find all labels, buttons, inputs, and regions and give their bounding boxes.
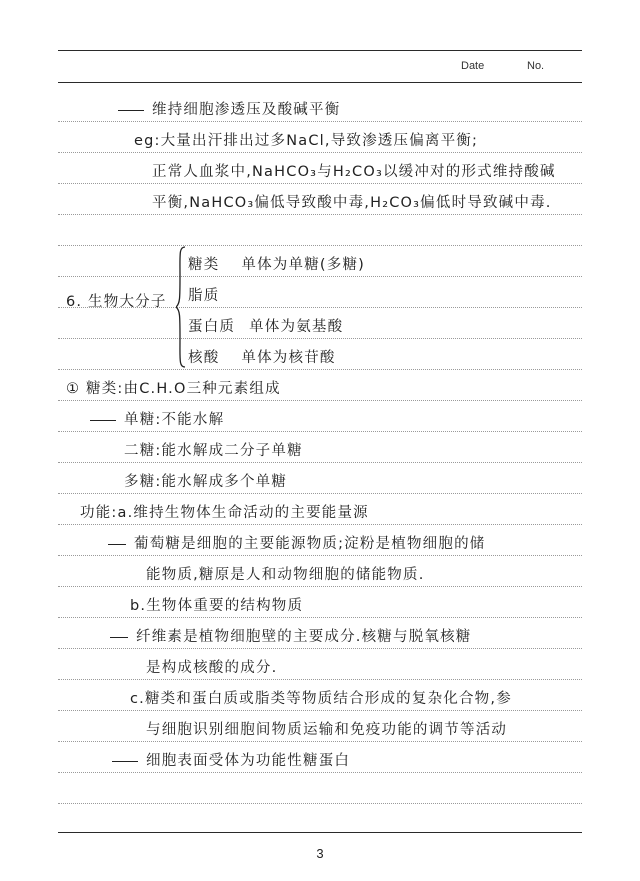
macro-item-sugar: 糖类 单体为单糖(多糖) xyxy=(188,257,366,273)
ruled-line xyxy=(58,710,582,711)
ruled-line xyxy=(58,183,582,184)
ruled-line xyxy=(58,648,582,649)
header-rule xyxy=(58,82,582,83)
note-line-4: 平衡,NaHCO₃偏低导致酸中毒,H₂CO₃偏低时导致碱中毒. xyxy=(152,195,552,211)
no-label: No. xyxy=(527,60,545,72)
note-glycogen: 能物质,糖原是人和动物细胞的储能物质. xyxy=(146,567,425,583)
note-function-c: c.糖类和蛋白质或脂类等物质结合形成的复杂化合物,参 xyxy=(130,691,512,707)
note-line-3: 正常人血浆中,NaHCO₃与H₂CO₃以缓冲对的形式维持酸碱 xyxy=(152,164,556,180)
note-ribose: 是构成核酸的成分. xyxy=(146,660,278,676)
ruled-line xyxy=(58,524,582,525)
note-cellulose: 纤维素是植物细胞壁的主要成分.核糖与脱氧核糖 xyxy=(110,625,472,646)
ruled-line xyxy=(58,214,582,215)
section-sugar-title: ① 糖类:由C.H.O三种元素组成 xyxy=(66,381,281,397)
top-rule xyxy=(58,50,582,51)
ruled-line xyxy=(58,555,582,556)
note-function-c-cont: 与细胞识别细胞间物质运输和免疫功能的调节等活动 xyxy=(146,722,508,738)
dash-mark xyxy=(108,544,126,545)
ruled-line xyxy=(58,369,582,370)
dash-mark xyxy=(112,761,138,762)
macro-item-lipid: 脂质 xyxy=(188,288,220,304)
ruled-line xyxy=(58,493,582,494)
dash-mark xyxy=(118,110,144,111)
note-function-b: b.生物体重要的结构物质 xyxy=(130,598,304,614)
note-receptor: 细胞表面受体为功能性糖蛋白 xyxy=(112,749,350,770)
ruled-line xyxy=(58,617,582,618)
note-glucose: 葡萄糖是细胞的主要能源物质;淀粉是植物细胞的储 xyxy=(108,532,485,553)
note-function-a: 功能:a.维持生物体生命活动的主要能量源 xyxy=(80,505,369,521)
ruled-line xyxy=(58,586,582,587)
ruled-line xyxy=(58,152,582,153)
macro-item-protein: 蛋白质 单体为氨基酸 xyxy=(188,319,344,335)
macro-item-nucleic-acid: 核酸 单体为核苷酸 xyxy=(188,350,336,366)
dash-mark xyxy=(110,637,128,638)
ruled-line xyxy=(58,338,582,339)
ruled-line xyxy=(58,679,582,680)
dash-mark xyxy=(90,420,116,421)
macro-title: 6. 生物大分子 xyxy=(66,294,167,310)
ruled-line xyxy=(58,741,582,742)
ruled-line xyxy=(58,431,582,432)
note-line-1: 维持细胞渗透压及酸碱平衡 xyxy=(118,98,340,119)
ruled-line xyxy=(58,803,582,804)
ruled-line xyxy=(58,276,582,277)
ruled-line xyxy=(58,400,582,401)
note-monosaccharide: 单糖:不能水解 xyxy=(90,408,224,429)
note-disaccharide: 二糖:能水解成二分子单糖 xyxy=(124,443,303,459)
note-polysaccharide: 多糖:能水解成多个单糖 xyxy=(124,474,288,490)
ruled-line xyxy=(58,245,582,246)
ruled-line xyxy=(58,772,582,773)
bottom-rule xyxy=(58,832,582,833)
ruled-line xyxy=(58,121,582,122)
date-label: Date xyxy=(461,60,485,72)
note-line-2: eg:大量出汗排出过多NaCl,导致渗透压偏离平衡; xyxy=(134,133,479,149)
brace-icon xyxy=(176,246,186,368)
page-number: 3 xyxy=(316,846,324,861)
ruled-line xyxy=(58,462,582,463)
